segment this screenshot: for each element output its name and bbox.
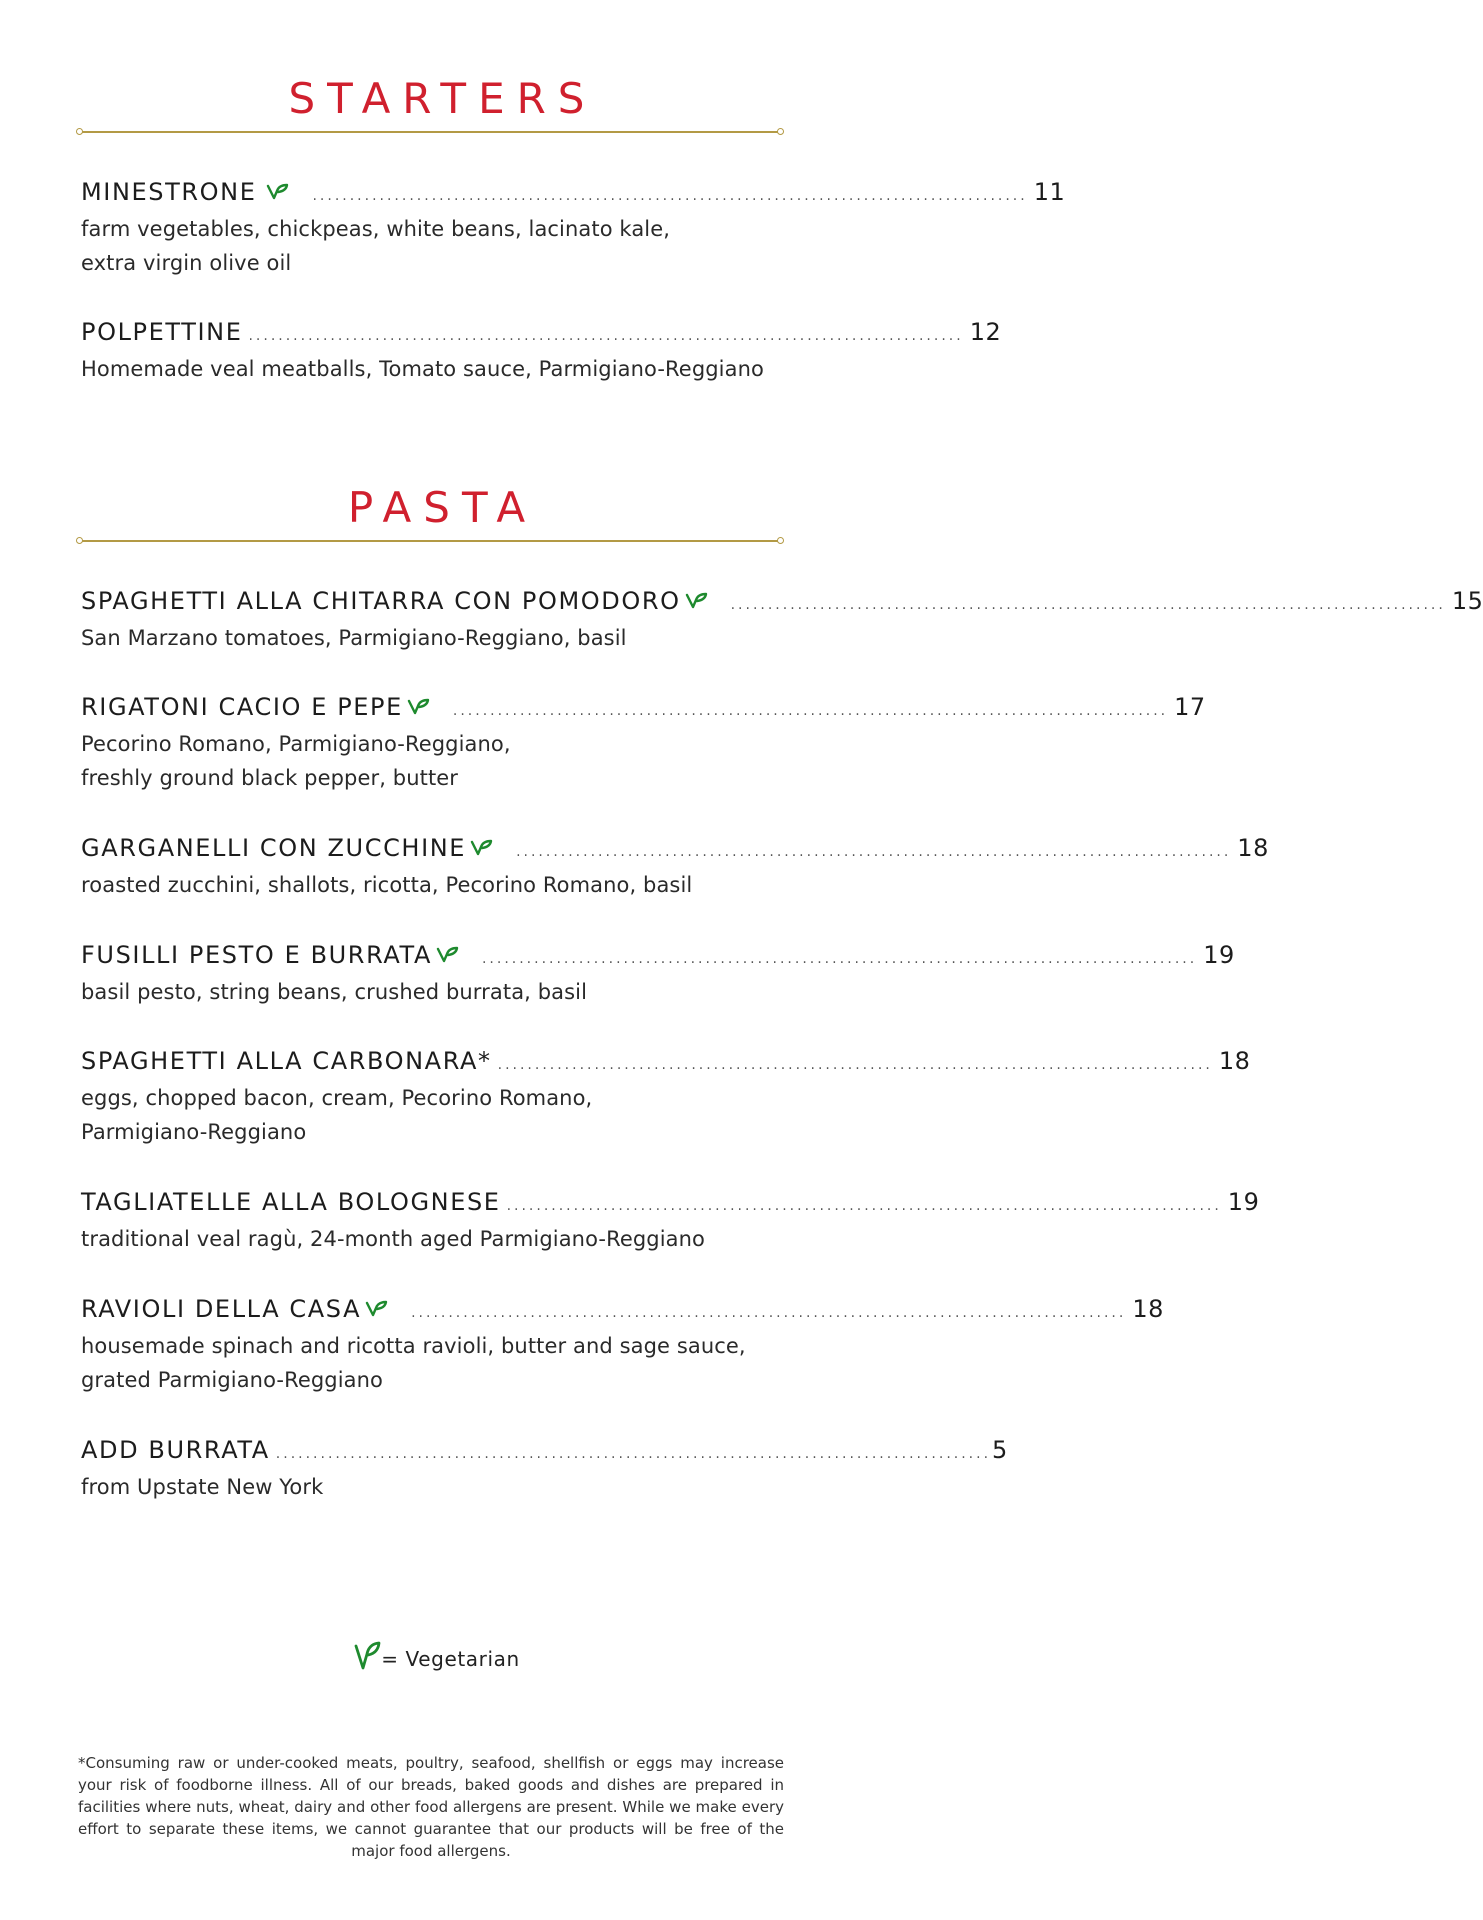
item-price: 19 <box>1203 941 1235 969</box>
menu-item-minestrone <box>81 178 1066 280</box>
vegetarian-leaf-icon <box>470 838 494 858</box>
item-description: eggs, chopped bacon, cream, Pecorino Romano, <box>81 1086 593 1110</box>
item-name: ADD BURRATA <box>81 1436 270 1464</box>
item-price: 19 <box>1227 1188 1260 1216</box>
section-title-starters: STARTERS <box>288 74 597 123</box>
dot-leader: ................................................................................................ <box>730 597 1446 613</box>
vegetarian-leaf-icon <box>436 945 460 965</box>
dot-leader: ................................................................................................ <box>275 1446 992 1462</box>
vegetarian-leaf-icon <box>407 697 431 717</box>
item-name: SPAGHETTI ALLA CHITARRA CON POMODORO <box>81 587 681 615</box>
item-description: Pecorino Romano, Parmigiano-Reggiano, <box>81 732 511 756</box>
dot-leader: ................................................................................................ <box>248 328 964 344</box>
section-divider <box>80 540 780 542</box>
item-name: TAGLIATELLE ALLA BOLOGNESE <box>81 1188 501 1216</box>
section-title-pasta: PASTA <box>347 483 538 532</box>
item-name: RIGATONI CACIO E PEPE <box>81 693 403 721</box>
vegetarian-leaf-icon <box>353 1640 381 1672</box>
item-description: roasted zucchini, shallots, ricotta, Pecorino Romano, basil <box>81 873 693 897</box>
menu-item-tagliatelle <box>81 1188 1260 1256</box>
vegetarian-leaf-icon <box>365 1299 389 1319</box>
item-description: basil pesto, string beans, crushed burrata, basil <box>81 980 588 1004</box>
item-price: 18 <box>1132 1295 1164 1323</box>
menu-item-ravioli <box>81 1295 1164 1397</box>
dot-leader: ................................................................................................ <box>481 951 1198 967</box>
item-name: MINESTRONE <box>81 178 257 206</box>
dot-leader: ................................................................................................ <box>312 188 1028 204</box>
item-description: Parmigiano-Reggiano <box>81 1120 307 1144</box>
item-description: grated Parmigiano-Reggiano <box>81 1368 383 1392</box>
item-price: 18 <box>1237 834 1269 862</box>
item-price: 12 <box>969 318 1002 346</box>
item-price: 11 <box>1033 178 1066 206</box>
item-name: RAVIOLI DELLA CASA <box>81 1295 362 1323</box>
section-divider <box>80 131 780 133</box>
item-description: farm vegetables, chickpeas, white beans, lacinato kale, <box>81 217 671 241</box>
item-description: traditional veal ragù, 24-month aged Parmigiano-Reggiano <box>81 1227 705 1251</box>
item-description: San Marzano tomatoes, Parmigiano-Reggiano, basil <box>81 626 627 650</box>
item-description: housemade spinach and ricotta ravioli, butter and sage sauce, <box>81 1334 746 1358</box>
item-price: 18 <box>1218 1047 1251 1075</box>
dot-leader: ................................................................................................ <box>516 844 1232 860</box>
menu-item-polpettine <box>81 318 1002 386</box>
dot-leader: ................................................................................................ <box>452 703 1169 719</box>
item-price: 5 <box>992 1436 1008 1464</box>
item-name: GARGANELLI CON ZUCCHINE <box>81 834 467 862</box>
item-price: 17 <box>1174 693 1206 721</box>
menu-item-garganelli <box>81 834 1269 902</box>
item-description: freshly ground black pepper, butter <box>81 766 459 790</box>
vegetarian-leaf-icon <box>685 591 709 611</box>
item-price: 15 <box>1451 587 1483 615</box>
menu-item-spaghetti-chitarra <box>81 587 1483 655</box>
vegetarian-legend <box>0 1640 873 1672</box>
allergen-disclaimer: *Consuming raw or under-cooked meats, poultry, seafood, shellfish or eggs may increase your risk of foodborne illness. All of our breads, baked goods and dishes are prepared in facilities where nuts, wheat, dairy and other food allergens are present. While we make every effort to separate these items, we cannot guarantee that our products will be free of the major food allergens. <box>78 1754 784 1860</box>
vegetarian-leaf-icon <box>266 182 290 202</box>
dot-leader: ................................................................................................ <box>506 1198 1222 1214</box>
item-name: POLPETTINE <box>81 318 243 346</box>
item-description: extra virgin olive oil <box>81 251 292 275</box>
item-description: from Upstate New York <box>81 1475 324 1499</box>
menu-item-carbonara <box>81 1047 1251 1149</box>
item-name: SPAGHETTI ALLA CARBONARA* <box>81 1047 492 1075</box>
item-name: FUSILLI PESTO E BURRATA <box>81 941 432 969</box>
menu-item-rigatoni <box>81 693 1206 795</box>
legend-text: = Vegetarian <box>381 1647 520 1671</box>
menu-item-fusilli <box>81 941 1235 1009</box>
dot-leader: ................................................................................................ <box>497 1057 1213 1073</box>
item-description: Homemade veal meatballs, Tomato sauce, Parmigiano-Reggiano <box>81 357 764 381</box>
menu-item-add-burrata <box>81 1436 1008 1504</box>
dot-leader: ................................................................................................ <box>411 1305 1127 1321</box>
